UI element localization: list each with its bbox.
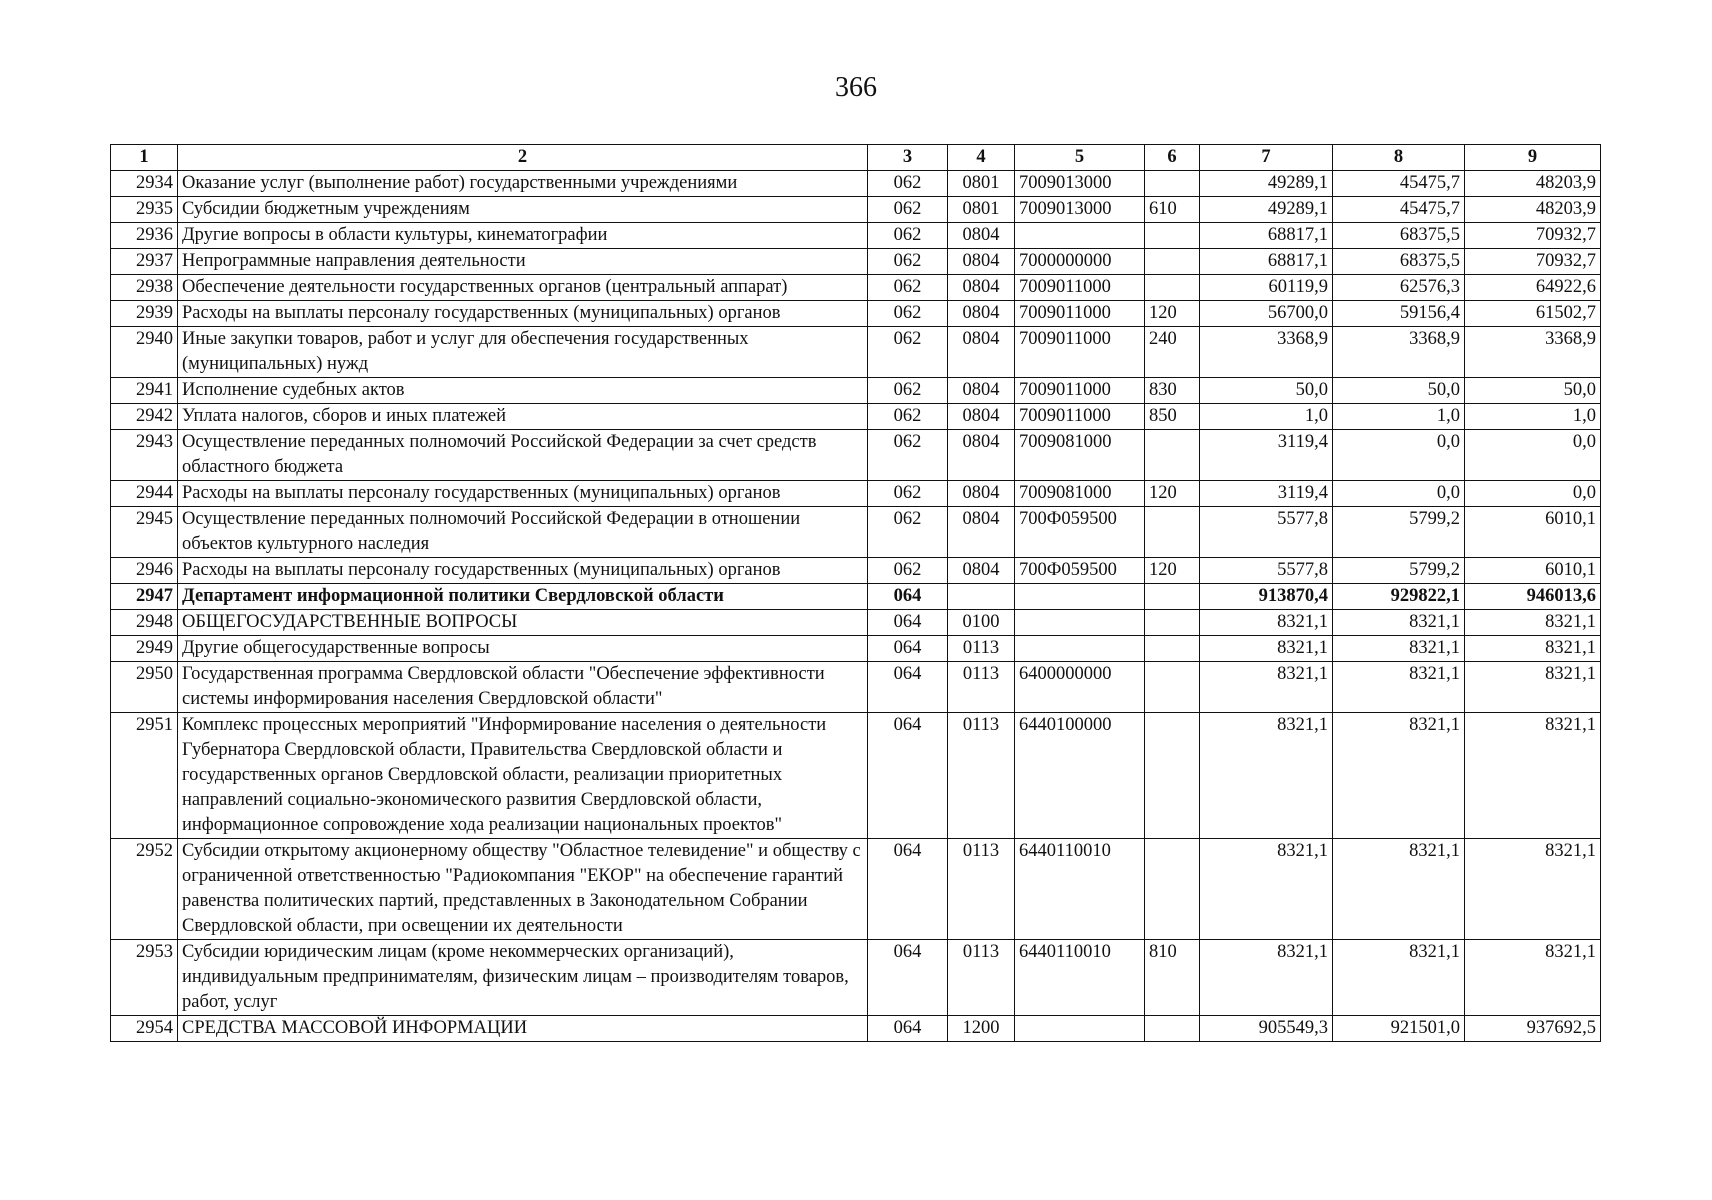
row-description: Оказание услуг (выполнение работ) государственными учреждениями <box>178 171 868 197</box>
row-amount-8: 50,0 <box>1333 378 1465 404</box>
row-description: Расходы на выплаты персоналу государственных (муниципальных) органов <box>178 481 868 507</box>
row-number: 2936 <box>111 223 178 249</box>
row-description: Другие вопросы в области культуры, кинематографии <box>178 223 868 249</box>
row-amount-7: 8321,1 <box>1200 610 1333 636</box>
table-row <box>111 940 1601 1016</box>
row-amount-8: 3368,9 <box>1333 327 1465 378</box>
header-col-9: 9 <box>1465 145 1601 171</box>
row-code-5: 7009011000 <box>1015 275 1145 301</box>
row-code-3: 064 <box>868 839 948 940</box>
row-amount-9: 8321,1 <box>1465 713 1601 839</box>
table-row <box>111 404 1601 430</box>
row-number: 2939 <box>111 301 178 327</box>
row-code-4: 0804 <box>948 481 1015 507</box>
table-row <box>111 1016 1601 1042</box>
row-code-5: 7009011000 <box>1015 404 1145 430</box>
row-code-5: 7009081000 <box>1015 481 1145 507</box>
row-code-5: 7009013000 <box>1015 171 1145 197</box>
row-amount-8: 68375,5 <box>1333 249 1465 275</box>
row-amount-9: 8321,1 <box>1465 839 1601 940</box>
row-number: 2946 <box>111 558 178 584</box>
row-code-6 <box>1145 223 1200 249</box>
row-description: Субсидии юридическим лицам (кроме некоммерческих организаций), индивидуальным предпринимателям, физическим лицам – производителям товаров, работ, услуг <box>178 940 868 1016</box>
row-code-6 <box>1145 662 1200 713</box>
table-row <box>111 275 1601 301</box>
row-amount-8: 45475,7 <box>1333 171 1465 197</box>
row-amount-9: 1,0 <box>1465 404 1601 430</box>
table-row <box>111 713 1601 839</box>
row-code-3: 062 <box>868 378 948 404</box>
row-code-4: 0804 <box>948 430 1015 481</box>
table-row <box>111 249 1601 275</box>
header-col-3: 3 <box>868 145 948 171</box>
row-amount-7: 49289,1 <box>1200 171 1333 197</box>
row-code-5: 7009011000 <box>1015 301 1145 327</box>
row-amount-9: 48203,9 <box>1465 171 1601 197</box>
row-code-4: 0113 <box>948 636 1015 662</box>
row-number: 2941 <box>111 378 178 404</box>
row-amount-9: 70932,7 <box>1465 249 1601 275</box>
header-row <box>111 145 1601 171</box>
row-amount-9: 8321,1 <box>1465 636 1601 662</box>
row-code-4: 0113 <box>948 839 1015 940</box>
row-number: 2942 <box>111 404 178 430</box>
row-amount-7: 8321,1 <box>1200 713 1333 839</box>
row-number: 2949 <box>111 636 178 662</box>
row-code-6 <box>1145 275 1200 301</box>
row-number: 2950 <box>111 662 178 713</box>
row-description: Департамент информационной политики Свердловской области <box>178 584 868 610</box>
row-code-3: 062 <box>868 223 948 249</box>
row-code-4: 0804 <box>948 558 1015 584</box>
row-code-6: 830 <box>1145 378 1200 404</box>
row-amount-9: 50,0 <box>1465 378 1601 404</box>
header-col-6: 6 <box>1145 145 1200 171</box>
row-number: 2934 <box>111 171 178 197</box>
row-amount-8: 0,0 <box>1333 430 1465 481</box>
row-description: Иные закупки товаров, работ и услуг для обеспечения государственных (муниципальных) нужд <box>178 327 868 378</box>
row-amount-7: 913870,4 <box>1200 584 1333 610</box>
row-number: 2952 <box>111 839 178 940</box>
row-amount-9: 8321,1 <box>1465 940 1601 1016</box>
row-description: ОБЩЕГОСУДАРСТВЕННЫЕ ВОПРОСЫ <box>178 610 868 636</box>
row-amount-8: 8321,1 <box>1333 636 1465 662</box>
table-row <box>111 584 1601 610</box>
row-code-4: 0804 <box>948 223 1015 249</box>
table-row <box>111 378 1601 404</box>
row-code-4: 0804 <box>948 327 1015 378</box>
row-code-3: 062 <box>868 301 948 327</box>
row-amount-7: 3119,4 <box>1200 481 1333 507</box>
row-code-3: 062 <box>868 275 948 301</box>
row-amount-7: 60119,9 <box>1200 275 1333 301</box>
row-amount-7: 68817,1 <box>1200 223 1333 249</box>
row-amount-7: 8321,1 <box>1200 940 1333 1016</box>
row-number: 2953 <box>111 940 178 1016</box>
row-code-4: 0804 <box>948 404 1015 430</box>
row-code-3: 062 <box>868 249 948 275</box>
row-code-3: 064 <box>868 940 948 1016</box>
header-col-2: 2 <box>178 145 868 171</box>
row-code-6: 610 <box>1145 197 1200 223</box>
row-number: 2945 <box>111 507 178 558</box>
row-number: 2938 <box>111 275 178 301</box>
table-row <box>111 839 1601 940</box>
row-amount-8: 45475,7 <box>1333 197 1465 223</box>
row-amount-7: 3368,9 <box>1200 327 1333 378</box>
row-amount-8: 8321,1 <box>1333 610 1465 636</box>
row-description: Комплекс процессных мероприятий "Информирование населения о деятельности Губернатора Свердловской области, Правительства Свердловской области и государственных органов Свердловской области, реализации приоритетных направлений социально-экономического развития Свердловской области, информационное сопровождение хода реализации национальных проектов" <box>178 713 868 839</box>
row-amount-9: 61502,7 <box>1465 301 1601 327</box>
row-amount-8: 1,0 <box>1333 404 1465 430</box>
row-description: СРЕДСТВА МАССОВОЙ ИНФОРМАЦИИ <box>178 1016 868 1042</box>
row-code-5: 7009013000 <box>1015 197 1145 223</box>
row-code-5 <box>1015 1016 1145 1042</box>
row-code-5: 6440110010 <box>1015 839 1145 940</box>
row-code-6 <box>1145 507 1200 558</box>
table-row <box>111 301 1601 327</box>
row-code-6 <box>1145 584 1200 610</box>
row-amount-8: 921501,0 <box>1333 1016 1465 1042</box>
row-code-4: 0804 <box>948 249 1015 275</box>
row-number: 2947 <box>111 584 178 610</box>
header-col-4: 4 <box>948 145 1015 171</box>
row-number: 2937 <box>111 249 178 275</box>
header-col-1: 1 <box>111 145 178 171</box>
row-code-5 <box>1015 223 1145 249</box>
row-amount-9: 937692,5 <box>1465 1016 1601 1042</box>
row-description: Исполнение судебных актов <box>178 378 868 404</box>
table-body <box>111 171 1601 1042</box>
row-amount-8: 59156,4 <box>1333 301 1465 327</box>
row-code-5: 7000000000 <box>1015 249 1145 275</box>
table-row <box>111 197 1601 223</box>
row-code-4 <box>948 584 1015 610</box>
row-code-6: 120 <box>1145 558 1200 584</box>
row-code-4: 0113 <box>948 940 1015 1016</box>
row-amount-8: 929822,1 <box>1333 584 1465 610</box>
row-code-6 <box>1145 1016 1200 1042</box>
row-code-5: 7009081000 <box>1015 430 1145 481</box>
row-code-6: 810 <box>1145 940 1200 1016</box>
row-amount-9: 0,0 <box>1465 481 1601 507</box>
row-amount-7: 68817,1 <box>1200 249 1333 275</box>
row-code-4: 0804 <box>948 378 1015 404</box>
table-row <box>111 636 1601 662</box>
row-code-4: 0801 <box>948 171 1015 197</box>
row-code-3: 062 <box>868 171 948 197</box>
row-amount-9: 946013,6 <box>1465 584 1601 610</box>
row-code-3: 064 <box>868 1016 948 1042</box>
row-code-3: 062 <box>868 481 948 507</box>
row-code-6: 120 <box>1145 481 1200 507</box>
row-code-4: 1200 <box>948 1016 1015 1042</box>
row-amount-8: 0,0 <box>1333 481 1465 507</box>
row-code-5: 6440100000 <box>1015 713 1145 839</box>
row-code-6 <box>1145 713 1200 839</box>
row-amount-8: 8321,1 <box>1333 713 1465 839</box>
row-description: Осуществление переданных полномочий Российской Федерации за счет средств областного бюджета <box>178 430 868 481</box>
row-code-5: 7009011000 <box>1015 378 1145 404</box>
row-code-5: 6440110010 <box>1015 940 1145 1016</box>
row-code-5 <box>1015 610 1145 636</box>
row-amount-9: 48203,9 <box>1465 197 1601 223</box>
row-amount-7: 56700,0 <box>1200 301 1333 327</box>
row-code-3: 064 <box>868 713 948 839</box>
row-amount-7: 1,0 <box>1200 404 1333 430</box>
row-code-4: 0804 <box>948 275 1015 301</box>
row-code-3: 062 <box>868 558 948 584</box>
row-amount-8: 5799,2 <box>1333 507 1465 558</box>
row-amount-9: 8321,1 <box>1465 662 1601 713</box>
row-code-5 <box>1015 636 1145 662</box>
row-amount-9: 0,0 <box>1465 430 1601 481</box>
row-code-3: 064 <box>868 610 948 636</box>
table-row <box>111 223 1601 249</box>
row-code-5: 7009011000 <box>1015 327 1145 378</box>
row-code-6: 850 <box>1145 404 1200 430</box>
table-row <box>111 558 1601 584</box>
row-amount-8: 68375,5 <box>1333 223 1465 249</box>
row-description: Субсидии бюджетным учреждениям <box>178 197 868 223</box>
budget-table <box>110 144 1601 1042</box>
row-amount-7: 49289,1 <box>1200 197 1333 223</box>
row-description: Другие общегосударственные вопросы <box>178 636 868 662</box>
row-number: 2940 <box>111 327 178 378</box>
row-code-3: 064 <box>868 662 948 713</box>
row-number: 2951 <box>111 713 178 839</box>
row-code-3: 062 <box>868 197 948 223</box>
row-code-4: 0113 <box>948 662 1015 713</box>
table-row <box>111 327 1601 378</box>
row-code-3: 064 <box>868 636 948 662</box>
header-col-8: 8 <box>1333 145 1465 171</box>
row-description: Государственная программа Свердловской области "Обеспечение эффективности системы информирования населения Свердловской области" <box>178 662 868 713</box>
row-amount-7: 8321,1 <box>1200 839 1333 940</box>
row-number: 2954 <box>111 1016 178 1042</box>
row-code-3: 062 <box>868 507 948 558</box>
row-code-3: 062 <box>868 327 948 378</box>
page-number: 366 <box>835 72 877 103</box>
table-row <box>111 507 1601 558</box>
row-code-5: 700Ф059500 <box>1015 507 1145 558</box>
row-code-4: 0801 <box>948 197 1015 223</box>
row-description: Субсидии открытому акционерному обществу "Областное телевидение" и обществу с ограниченной ответственностью "Радиокомпания "ЕКОР" на обеспечение гарантий равенства политических партий, представленных в Законодательном Собрании Свердловской области, при освещении их деятельности <box>178 839 868 940</box>
row-code-6: 120 <box>1145 301 1200 327</box>
row-description: Обеспечение деятельности государственных органов (центральный аппарат) <box>178 275 868 301</box>
row-code-3: 062 <box>868 430 948 481</box>
header-col-7: 7 <box>1200 145 1333 171</box>
row-code-6 <box>1145 249 1200 275</box>
row-amount-9: 3368,9 <box>1465 327 1601 378</box>
row-code-4: 0100 <box>948 610 1015 636</box>
row-code-5: 6400000000 <box>1015 662 1145 713</box>
row-code-6 <box>1145 636 1200 662</box>
table-row <box>111 430 1601 481</box>
row-code-6 <box>1145 839 1200 940</box>
row-amount-7: 5577,8 <box>1200 558 1333 584</box>
row-code-6 <box>1145 171 1200 197</box>
row-number: 2935 <box>111 197 178 223</box>
row-code-6: 240 <box>1145 327 1200 378</box>
row-amount-8: 62576,3 <box>1333 275 1465 301</box>
row-amount-8: 8321,1 <box>1333 940 1465 1016</box>
row-amount-8: 8321,1 <box>1333 839 1465 940</box>
table-row <box>111 610 1601 636</box>
row-amount-8: 5799,2 <box>1333 558 1465 584</box>
table-row <box>111 171 1601 197</box>
row-description: Осуществление переданных полномочий Российской Федерации в отношении объектов культурного наследия <box>178 507 868 558</box>
row-description: Уплата налогов, сборов и иных платежей <box>178 404 868 430</box>
row-description: Непрограммные направления деятельности <box>178 249 868 275</box>
row-description: Расходы на выплаты персоналу государственных (муниципальных) органов <box>178 301 868 327</box>
row-code-5: 700Ф059500 <box>1015 558 1145 584</box>
row-amount-9: 6010,1 <box>1465 507 1601 558</box>
row-amount-7: 5577,8 <box>1200 507 1333 558</box>
row-code-4: 0804 <box>948 507 1015 558</box>
row-amount-7: 50,0 <box>1200 378 1333 404</box>
row-amount-9: 6010,1 <box>1465 558 1601 584</box>
row-amount-7: 8321,1 <box>1200 636 1333 662</box>
row-code-4: 0113 <box>948 713 1015 839</box>
row-number: 2944 <box>111 481 178 507</box>
row-amount-9: 64922,6 <box>1465 275 1601 301</box>
table-row <box>111 481 1601 507</box>
row-number: 2943 <box>111 430 178 481</box>
row-amount-9: 8321,1 <box>1465 610 1601 636</box>
row-code-3: 062 <box>868 404 948 430</box>
row-amount-7: 3119,4 <box>1200 430 1333 481</box>
row-amount-9: 70932,7 <box>1465 223 1601 249</box>
row-code-5 <box>1015 584 1145 610</box>
row-code-6 <box>1145 430 1200 481</box>
row-description: Расходы на выплаты персоналу государственных (муниципальных) органов <box>178 558 868 584</box>
row-number: 2948 <box>111 610 178 636</box>
row-code-6 <box>1145 610 1200 636</box>
row-code-4: 0804 <box>948 301 1015 327</box>
header-col-5: 5 <box>1015 145 1145 171</box>
table-row <box>111 662 1601 713</box>
row-amount-7: 8321,1 <box>1200 662 1333 713</box>
row-amount-8: 8321,1 <box>1333 662 1465 713</box>
row-code-3: 064 <box>868 584 948 610</box>
row-amount-7: 905549,3 <box>1200 1016 1333 1042</box>
